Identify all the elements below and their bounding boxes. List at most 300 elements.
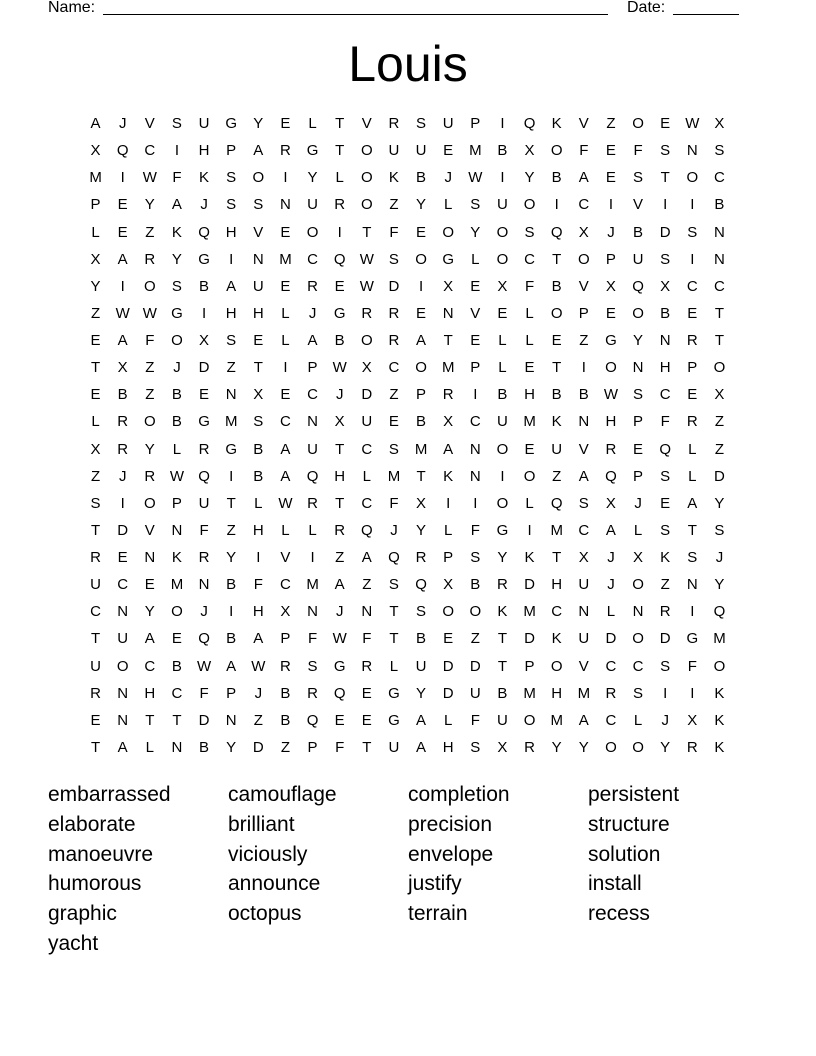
grid-cell[interactable]: S [660, 657, 671, 675]
grid-cell[interactable]: L [91, 223, 100, 241]
grid-cell[interactable]: G [686, 630, 699, 648]
grid-cell[interactable]: N [714, 223, 725, 241]
grid-cell[interactable]: L [389, 657, 399, 675]
grid-cell[interactable]: B [416, 630, 427, 648]
grid-cell[interactable]: E [687, 304, 698, 322]
grid-cell[interactable]: O [360, 196, 373, 214]
grid-cell[interactable]: T [497, 657, 508, 675]
grid-cell[interactable]: S [578, 494, 589, 512]
grid-cell[interactable]: C [714, 169, 725, 187]
grid-cell[interactable]: X [660, 277, 671, 295]
grid-cell[interactable]: Q [632, 277, 644, 295]
grid-cell[interactable]: A [117, 250, 128, 268]
grid-cell[interactable]: T [552, 359, 562, 377]
grid-cell[interactable]: P [307, 738, 318, 756]
grid-cell[interactable]: N [632, 603, 644, 621]
grid-cell[interactable]: N [659, 332, 671, 349]
grid-cell[interactable]: A [578, 467, 589, 485]
grid-cell[interactable]: T [335, 142, 345, 160]
grid-cell[interactable]: O [713, 657, 726, 675]
grid-cell[interactable]: O [632, 738, 644, 756]
grid-cell[interactable]: O [496, 494, 509, 512]
grid-cell[interactable]: Z [470, 630, 480, 648]
grid-cell[interactable]: W [251, 657, 266, 675]
grid-cell[interactable]: Y [633, 332, 644, 349]
grid-cell[interactable]: R [307, 494, 318, 512]
grid-cell[interactable]: G [333, 657, 346, 675]
grid-cell[interactable]: J [254, 684, 263, 702]
grid-cell[interactable]: I [554, 196, 559, 214]
grid-cell[interactable]: B [551, 169, 562, 187]
grid-cell[interactable]: H [605, 413, 617, 431]
grid-cell[interactable]: D [659, 223, 671, 241]
grid-cell[interactable]: Z [606, 115, 616, 132]
grid-cell[interactable]: H [252, 521, 264, 539]
grid-cell[interactable]: N [144, 549, 156, 566]
grid-cell[interactable]: L [335, 169, 344, 187]
grid-cell[interactable]: O [171, 603, 183, 621]
grid-cell[interactable]: P [470, 359, 481, 377]
grid-cell[interactable]: E [470, 277, 481, 295]
grid-cell[interactable]: C [632, 657, 644, 675]
grid-cell[interactable]: D [198, 711, 210, 729]
grid-cell[interactable]: A [416, 711, 427, 729]
grid-cell[interactable]: U [415, 142, 427, 160]
grid-cell[interactable]: K [199, 169, 210, 187]
grid-cell[interactable]: G [198, 250, 210, 268]
grid-cell[interactable]: W [359, 250, 374, 268]
grid-cell[interactable]: E [280, 223, 291, 241]
grid-cell[interactable]: L [91, 413, 100, 431]
grid-cell[interactable]: C [469, 413, 481, 431]
grid-cell[interactable]: D [442, 657, 454, 675]
grid-cell[interactable]: W [196, 657, 212, 675]
grid-cell[interactable]: I [527, 521, 532, 539]
grid-cell[interactable]: N [442, 304, 454, 322]
grid-cell[interactable]: O [496, 250, 509, 268]
grid-cell[interactable]: Q [659, 440, 672, 458]
grid-cell[interactable]: O [469, 603, 482, 621]
grid-cell[interactable]: N [578, 603, 590, 621]
grid-cell[interactable]: P [416, 386, 427, 404]
grid-cell[interactable]: F [470, 711, 480, 729]
grid-cell[interactable]: R [361, 657, 373, 675]
grid-cell[interactable]: C [659, 386, 671, 404]
grid-cell[interactable]: A [226, 657, 237, 675]
grid-cell[interactable]: J [335, 386, 344, 404]
grid-cell[interactable]: Y [714, 576, 725, 594]
grid-cell[interactable]: Z [145, 359, 155, 377]
grid-cell[interactable]: B [171, 657, 182, 675]
grid-cell[interactable]: K [551, 115, 562, 132]
grid-cell[interactable]: X [497, 738, 508, 756]
grid-cell[interactable]: E [144, 576, 155, 594]
grid-cell[interactable]: F [633, 142, 643, 160]
grid-cell[interactable]: X [578, 549, 589, 566]
grid-cell[interactable]: O [360, 142, 373, 160]
grid-cell[interactable]: E [117, 196, 128, 214]
grid-cell[interactable]: X [605, 494, 616, 512]
grid-cell[interactable]: X [117, 359, 128, 377]
grid-cell[interactable]: A [280, 440, 291, 458]
grid-cell[interactable]: Q [306, 711, 319, 729]
grid-cell[interactable]: V [361, 115, 372, 132]
grid-cell[interactable]: Y [551, 738, 562, 756]
grid-cell[interactable]: Y [524, 169, 535, 187]
grid-cell[interactable]: O [713, 359, 726, 377]
grid-cell[interactable]: X [90, 142, 101, 160]
grid-cell[interactable]: C [280, 413, 291, 431]
grid-cell[interactable]: L [281, 304, 290, 322]
grid-cell[interactable]: W [278, 494, 293, 512]
grid-cell[interactable]: Y [307, 169, 318, 187]
grid-cell[interactable]: L [525, 332, 534, 349]
grid-cell[interactable]: C [361, 494, 373, 512]
grid-cell[interactable]: W [142, 169, 157, 187]
grid-cell[interactable]: S [714, 521, 725, 539]
grid-cell[interactable]: S [633, 386, 644, 404]
grid-cell[interactable]: R [686, 332, 698, 349]
grid-cell[interactable]: L [606, 603, 616, 621]
grid-cell[interactable]: X [199, 332, 210, 349]
grid-cell[interactable]: E [334, 277, 345, 295]
grid-cell[interactable]: H [524, 386, 535, 404]
grid-cell[interactable]: E [280, 386, 291, 404]
grid-cell[interactable]: V [144, 521, 155, 539]
grid-cell[interactable]: C [144, 657, 156, 675]
grid-cell[interactable]: L [498, 359, 507, 377]
grid-cell[interactable]: W [359, 277, 374, 295]
grid-cell[interactable]: F [687, 657, 697, 675]
grid-cell[interactable]: H [252, 603, 264, 621]
grid-cell[interactable]: R [117, 440, 129, 458]
grid-cell[interactable]: A [605, 521, 616, 539]
grid-cell[interactable]: C [361, 440, 373, 458]
grid-cell[interactable]: L [688, 440, 697, 458]
grid-cell[interactable]: E [280, 115, 291, 132]
grid-cell[interactable]: O [496, 440, 509, 458]
grid-cell[interactable]: R [144, 250, 156, 268]
grid-cell[interactable]: U [632, 250, 644, 268]
grid-cell[interactable]: E [660, 115, 671, 132]
grid-cell[interactable]: Z [389, 386, 399, 404]
grid-cell[interactable]: R [334, 196, 346, 214]
grid-cell[interactable]: A [253, 142, 264, 160]
grid-cell[interactable]: U [388, 142, 400, 160]
grid-cell[interactable]: C [307, 250, 318, 268]
grid-cell[interactable]: O [632, 304, 644, 322]
grid-cell[interactable]: E [605, 304, 616, 322]
grid-cell[interactable]: H [252, 304, 264, 322]
grid-cell[interactable]: D [198, 359, 210, 377]
grid-cell[interactable]: P [226, 142, 237, 160]
grid-cell[interactable]: C [90, 603, 101, 621]
grid-cell[interactable]: P [633, 467, 644, 485]
grid-cell[interactable]: S [388, 250, 399, 268]
grid-cell[interactable]: N [578, 413, 590, 431]
grid-cell[interactable]: V [578, 657, 589, 675]
grid-cell[interactable]: M [89, 169, 102, 187]
grid-cell[interactable]: T [90, 738, 101, 756]
grid-cell[interactable]: I [229, 603, 234, 621]
grid-cell[interactable]: S [388, 576, 399, 594]
grid-cell[interactable]: Y [144, 196, 155, 214]
grid-cell[interactable]: G [605, 332, 617, 349]
grid-cell[interactable]: L [444, 196, 453, 214]
grid-cell[interactable]: K [443, 467, 454, 485]
grid-cell[interactable]: U [90, 657, 101, 675]
grid-cell[interactable]: I [581, 359, 586, 377]
grid-cell[interactable]: E [416, 304, 427, 322]
grid-cell[interactable]: N [225, 711, 237, 729]
grid-cell[interactable]: O [442, 223, 455, 241]
grid-cell[interactable]: N [361, 603, 373, 621]
grid-cell[interactable]: W [685, 115, 700, 132]
grid-cell[interactable]: F [389, 494, 399, 512]
grid-cell[interactable]: Q [198, 630, 210, 648]
grid-cell[interactable]: U [578, 630, 590, 648]
grid-cell[interactable]: I [201, 304, 207, 322]
grid-cell[interactable]: D [469, 657, 481, 675]
grid-cell[interactable]: S [388, 440, 399, 458]
grid-cell[interactable]: A [687, 494, 698, 512]
grid-cell[interactable]: R [686, 413, 698, 431]
grid-cell[interactable]: I [473, 494, 478, 512]
grid-cell[interactable]: A [117, 332, 128, 349]
grid-cell[interactable]: I [229, 250, 234, 268]
grid-cell[interactable]: B [497, 386, 508, 404]
grid-cell[interactable]: M [414, 440, 428, 458]
grid-cell[interactable]: G [388, 711, 400, 729]
grid-cell[interactable]: M [523, 684, 536, 702]
grid-cell[interactable]: K [714, 684, 725, 702]
grid-cell[interactable]: P [578, 304, 589, 322]
grid-cell[interactable]: P [280, 630, 291, 648]
grid-cell[interactable]: K [551, 630, 562, 648]
grid-cell[interactable]: A [307, 332, 318, 349]
grid-cell[interactable]: I [256, 549, 261, 566]
grid-cell[interactable]: A [361, 549, 372, 566]
grid-cell[interactable]: R [307, 684, 318, 702]
grid-cell[interactable]: Z [253, 711, 263, 729]
grid-cell[interactable]: U [198, 494, 210, 512]
grid-cell[interactable]: L [633, 521, 643, 539]
grid-cell[interactable]: E [90, 386, 101, 404]
grid-cell[interactable]: R [90, 684, 101, 702]
grid-cell[interactable]: O [143, 413, 156, 431]
grid-cell[interactable]: J [661, 711, 669, 729]
grid-cell[interactable]: I [473, 386, 478, 404]
grid-cell[interactable]: K [171, 223, 182, 241]
grid-cell[interactable]: R [442, 386, 454, 404]
grid-cell[interactable]: T [714, 332, 725, 349]
grid-cell[interactable]: T [497, 630, 508, 648]
grid-cell[interactable]: L [471, 250, 480, 268]
grid-cell[interactable]: Z [389, 196, 399, 214]
grid-cell[interactable]: M [306, 576, 319, 594]
grid-cell[interactable]: N [686, 576, 698, 594]
grid-cell[interactable]: R [388, 332, 400, 349]
grid-cell[interactable]: U [307, 440, 318, 458]
grid-cell[interactable]: S [226, 169, 237, 187]
grid-cell[interactable]: X [578, 223, 589, 241]
grid-cell[interactable]: U [497, 711, 508, 729]
grid-cell[interactable]: B [416, 413, 427, 431]
grid-cell[interactable]: P [524, 657, 535, 675]
grid-cell[interactable]: O [550, 142, 563, 160]
grid-cell[interactable]: U [90, 576, 101, 594]
grid-cell[interactable]: B [199, 277, 210, 295]
grid-cell[interactable]: A [416, 738, 427, 756]
grid-cell[interactable]: O [632, 115, 644, 132]
grid-cell[interactable]: Q [713, 603, 726, 621]
grid-cell[interactable]: B [714, 196, 725, 214]
grid-cell[interactable]: S [687, 549, 698, 566]
grid-cell[interactable]: S [171, 115, 182, 132]
grid-cell[interactable]: A [226, 277, 237, 295]
grid-cell[interactable]: R [90, 549, 101, 566]
grid-cell[interactable]: O [550, 657, 563, 675]
grid-cell[interactable]: O [360, 332, 373, 349]
grid-cell[interactable]: Y [226, 549, 237, 566]
grid-cell[interactable]: C [578, 196, 590, 214]
grid-cell[interactable]: B [578, 386, 589, 404]
grid-cell[interactable]: E [361, 684, 372, 702]
grid-cell[interactable]: Z [90, 304, 101, 322]
grid-cell[interactable]: A [280, 467, 291, 485]
grid-cell[interactable]: V [144, 115, 155, 132]
grid-cell[interactable]: Y [416, 521, 427, 539]
grid-cell[interactable]: X [497, 277, 508, 295]
grid-cell[interactable]: L [145, 738, 154, 756]
grid-cell[interactable]: R [280, 142, 291, 160]
grid-cell[interactable]: T [335, 440, 345, 458]
grid-cell[interactable]: T [145, 711, 155, 729]
grid-cell[interactable]: U [578, 576, 590, 594]
grid-cell[interactable]: X [253, 386, 264, 404]
grid-cell[interactable]: P [470, 115, 481, 132]
grid-cell[interactable]: K [497, 603, 508, 621]
grid-cell[interactable]: J [200, 196, 208, 214]
grid-cell[interactable]: S [171, 277, 182, 295]
grid-cell[interactable]: E [199, 386, 210, 404]
grid-cell[interactable]: S [687, 223, 698, 241]
grid-cell[interactable]: T [335, 115, 345, 132]
grid-cell[interactable]: X [687, 711, 698, 729]
grid-cell[interactable]: O [523, 467, 536, 485]
grid-cell[interactable]: Z [362, 576, 372, 594]
grid-cell[interactable]: H [551, 576, 563, 594]
grid-cell[interactable]: E [524, 440, 535, 458]
grid-cell[interactable]: T [660, 169, 670, 187]
grid-cell[interactable]: U [361, 413, 373, 431]
grid-cell[interactable]: K [714, 738, 725, 756]
grid-cell[interactable]: J [335, 603, 344, 621]
grid-cell[interactable]: Y [470, 223, 481, 241]
grid-cell[interactable]: J [118, 115, 127, 132]
grid-cell[interactable]: Q [333, 684, 346, 702]
grid-cell[interactable]: B [171, 413, 182, 431]
grid-cell[interactable]: T [90, 521, 101, 539]
grid-cell[interactable]: T [90, 630, 101, 648]
grid-cell[interactable]: Y [660, 738, 671, 756]
grid-cell[interactable]: Z [552, 467, 562, 485]
grid-cell[interactable]: O [306, 223, 319, 241]
grid-cell[interactable]: J [308, 304, 317, 322]
grid-cell[interactable]: N [469, 440, 481, 458]
grid-cell[interactable]: B [226, 630, 237, 648]
grid-cell[interactable]: N [469, 467, 481, 485]
grid-cell[interactable]: J [444, 169, 452, 187]
grid-cell[interactable]: W [169, 467, 185, 485]
grid-cell[interactable]: M [523, 603, 536, 621]
grid-cell[interactable]: F [199, 521, 209, 539]
grid-cell[interactable]: L [633, 711, 643, 729]
grid-cell[interactable]: C [578, 521, 590, 539]
grid-cell[interactable]: S [470, 738, 481, 756]
grid-cell[interactable]: E [117, 549, 128, 566]
grid-cell[interactable]: X [361, 359, 372, 377]
grid-cell[interactable]: O [632, 630, 644, 648]
grid-cell[interactable]: D [659, 630, 671, 648]
grid-cell[interactable]: S [416, 115, 427, 132]
grid-cell[interactable]: H [442, 738, 454, 756]
grid-cell[interactable]: Y [578, 738, 589, 756]
grid-cell[interactable]: L [281, 521, 290, 539]
grid-cell[interactable]: Y [171, 250, 182, 268]
grid-cell[interactable]: C [117, 576, 129, 594]
grid-cell[interactable]: S [633, 684, 644, 702]
grid-cell[interactable]: Z [90, 467, 101, 485]
grid-cell[interactable]: M [523, 413, 536, 431]
grid-cell[interactable]: O [415, 250, 427, 268]
grid-cell[interactable]: B [280, 711, 291, 729]
grid-cell[interactable]: Y [416, 196, 427, 214]
grid-cell[interactable]: Q [388, 549, 400, 566]
grid-cell[interactable]: O [523, 196, 536, 214]
grid-cell[interactable]: P [687, 359, 698, 377]
grid-cell[interactable]: N [280, 196, 291, 214]
grid-cell[interactable]: H [225, 304, 237, 322]
grid-cell[interactable]: E [117, 223, 128, 241]
grid-cell[interactable]: U [469, 684, 481, 702]
grid-cell[interactable]: T [443, 332, 453, 349]
grid-cell[interactable]: F [335, 738, 345, 756]
grid-cell[interactable]: B [497, 142, 508, 160]
grid-cell[interactable]: E [416, 223, 427, 241]
grid-cell[interactable]: N [307, 603, 318, 621]
grid-cell[interactable]: A [90, 115, 101, 132]
grid-cell[interactable]: P [171, 494, 182, 512]
grid-cell[interactable]: H [144, 684, 156, 702]
grid-cell[interactable]: Q [550, 494, 563, 512]
grid-cell[interactable]: T [253, 359, 263, 377]
grid-cell[interactable]: A [117, 738, 128, 756]
grid-cell[interactable]: V [578, 440, 589, 458]
grid-cell[interactable]: D [605, 630, 617, 648]
grid-cell[interactable]: R [388, 115, 400, 132]
grid-cell[interactable]: O [252, 169, 265, 187]
grid-cell[interactable]: B [226, 576, 237, 594]
grid-cell[interactable]: M [170, 576, 184, 594]
grid-cell[interactable]: E [605, 142, 616, 160]
grid-cell[interactable]: M [387, 467, 401, 485]
grid-cell[interactable]: Z [335, 549, 345, 566]
grid-cell[interactable]: H [334, 467, 346, 485]
date-field[interactable] [673, 0, 739, 15]
grid-cell[interactable]: I [283, 169, 288, 187]
grid-cell[interactable]: J [607, 223, 615, 241]
